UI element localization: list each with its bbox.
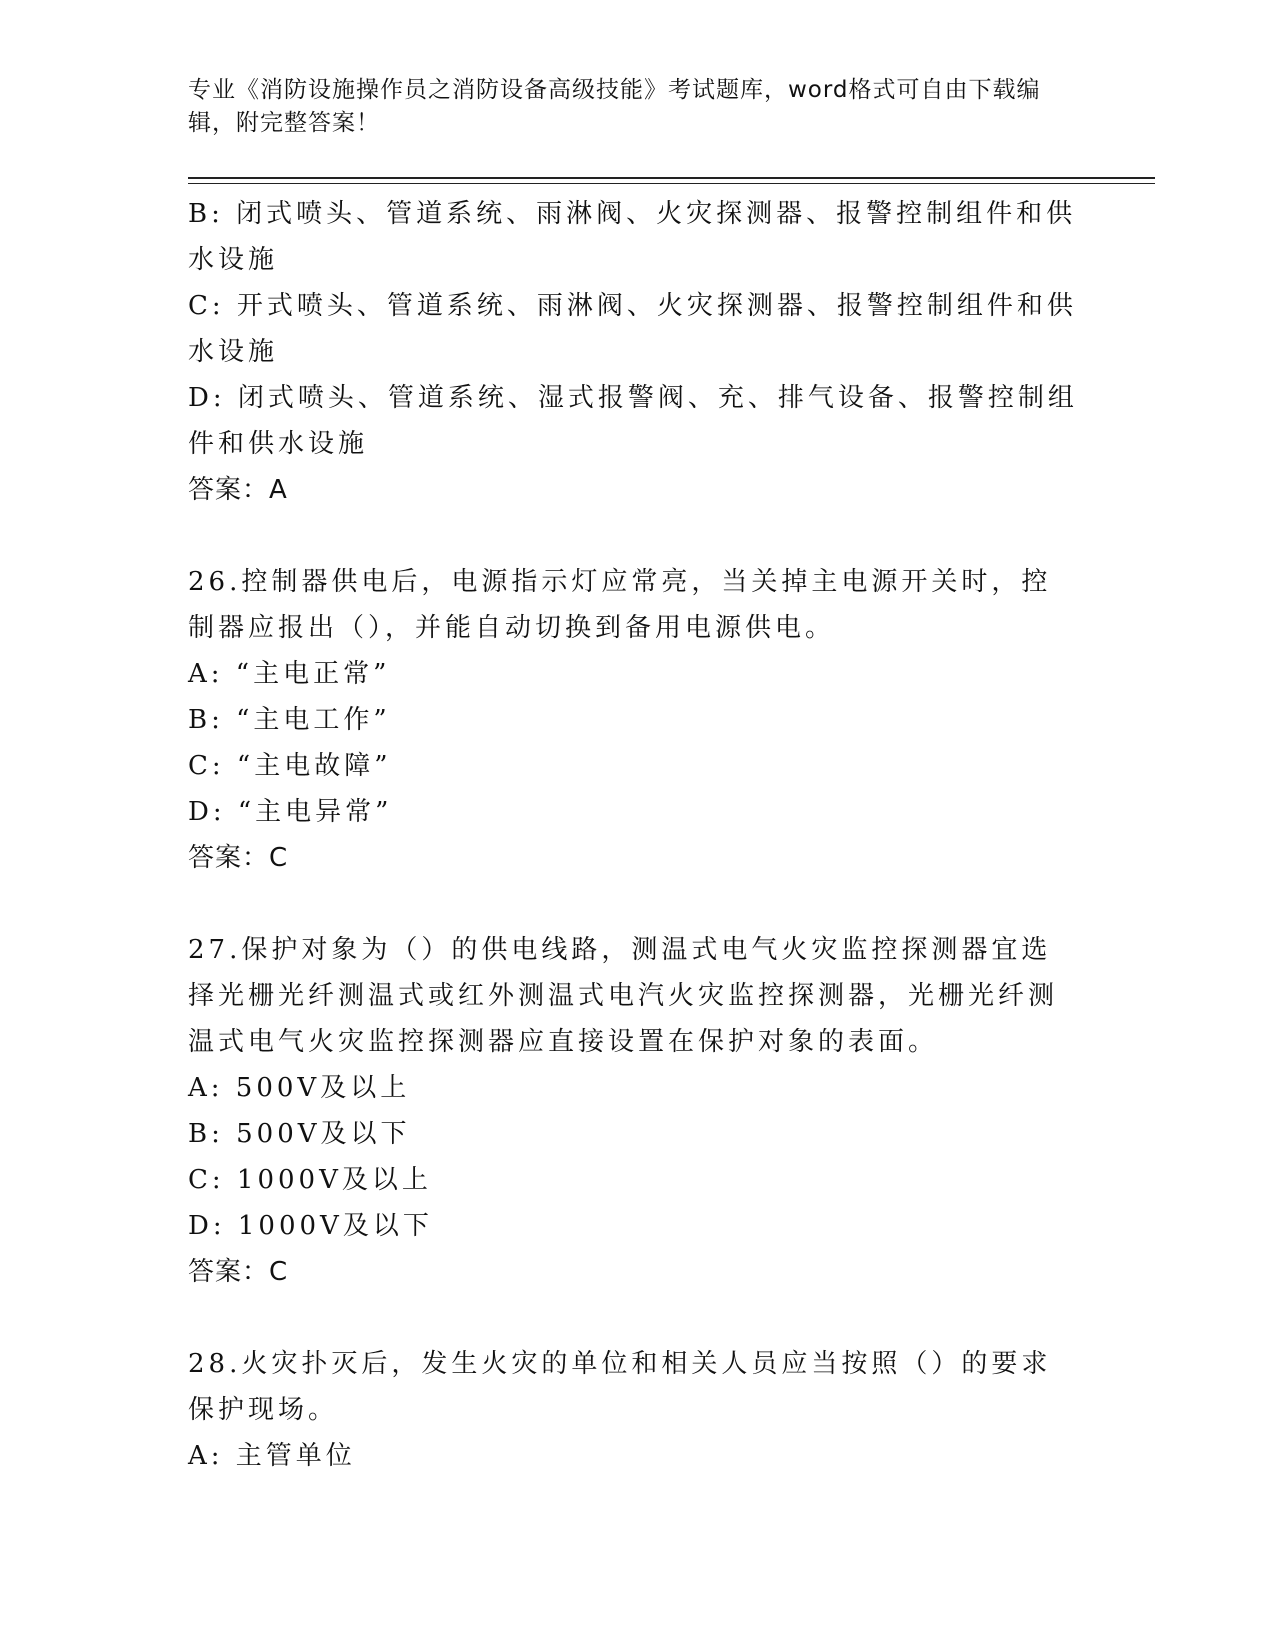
option-d: D: “主电异常” <box>188 797 393 827</box>
option-c: C: 开式喷头、管道系统、雨淋阀、火灾探测器、报警控制组件和供水设施 <box>188 291 1077 367</box>
question-stem: 28.火灾扑灭后，发生火灾的单位和相关人员应当按照（）的要求保护现场。 <box>188 1349 1052 1425</box>
spacer <box>188 1295 1078 1341</box>
spacer <box>188 881 1078 927</box>
option-b: B: 闭式喷头、管道系统、雨淋阀、火灾探测器、报警控制组件和供水设施 <box>188 199 1077 275</box>
option-a: A: “主电正常” <box>188 659 391 689</box>
header-rule-thin <box>188 183 1155 184</box>
option-a: A: 主管单位 <box>188 1441 356 1471</box>
option-c: C: “主电故障” <box>188 751 392 781</box>
option-b: B: 500V及以下 <box>188 1119 411 1149</box>
header-rule-thick <box>188 177 1155 179</box>
option-d: D: 闭式喷头、管道系统、湿式报警阀、充、排气设备、报警控制组件和供水设施 <box>188 383 1078 459</box>
question-stem: 26.控制器供电后，电源指示灯应常亮，当关掉主电源开关时，控制器应报出（），并能自动切换到备用电源供电。 <box>188 567 1052 643</box>
answer: 答案：A <box>188 475 288 505</box>
question-content <box>188 191 1078 1479</box>
answer: 答案：C <box>188 1257 289 1287</box>
question-26 <box>188 559 1078 881</box>
option-b: B: “主电工作” <box>188 705 391 735</box>
option-c: C: 1000V及以上 <box>188 1165 432 1195</box>
answer: 答案：C <box>188 843 289 873</box>
document-header: 专业《消防设施操作员之消防设备高级技能》考试题库，word格式可自由下载编辑，附完整答案！ <box>188 77 1041 136</box>
spacer <box>188 513 1078 559</box>
question-stem: 27.保护对象为（）的供电线路，测温式电气火灾监控探测器宜选择光栅光纤测温式或红外测温式电汽火灾监控探测器，光栅光纤测温式电气火灾监控探测器应直接设置在保护对象的表面。 <box>188 935 1059 1057</box>
question-25-continued <box>188 191 1078 513</box>
question-27 <box>188 927 1078 1295</box>
question-28 <box>188 1341 1078 1479</box>
option-d: D: 1000V及以下 <box>188 1211 433 1241</box>
option-a: A: 500V及以上 <box>188 1073 411 1103</box>
